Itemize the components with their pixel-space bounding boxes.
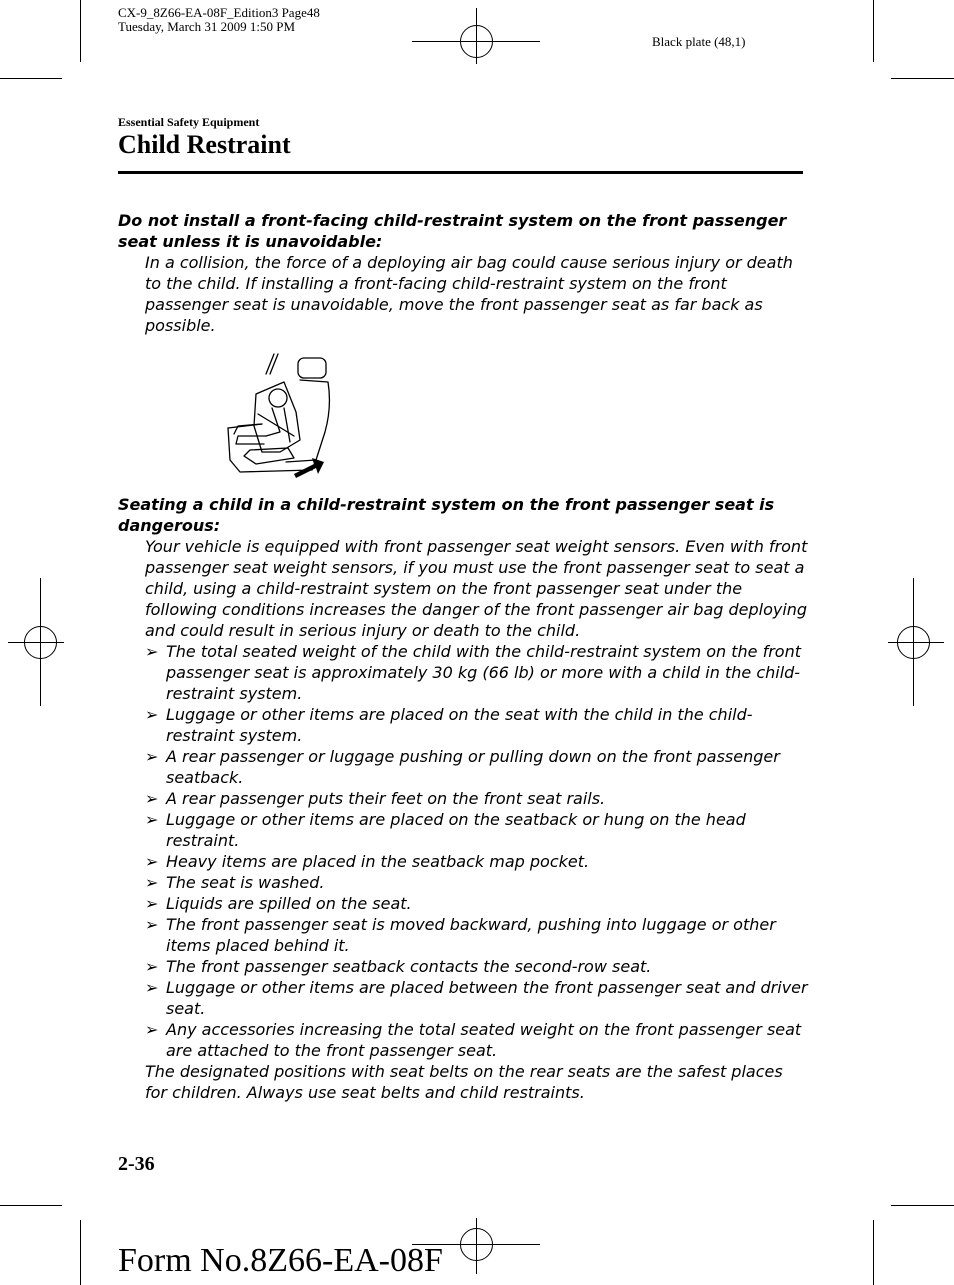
arrow-bullet-icon: ➢: [145, 810, 159, 829]
print-info: [118, 6, 320, 34]
section-label: Essential Safety Equipment: [118, 115, 260, 129]
arrow-bullet-icon: ➢: [145, 789, 159, 808]
page-content: [118, 210, 808, 1103]
list-item-text: The total seated weight of the child with the child-restraint system on the front passenger seat is approximately 30 kg (66 lb) or more with a child in the child-restraint system.: [166, 642, 802, 703]
page-number: 2-36: [118, 1153, 155, 1175]
print-info-file: CX-9_8Z66-EA-08F_Edition3 Page48: [118, 5, 320, 20]
closing-note: The designated positions with seat belts on the rear seats are the safest places for children. Always use seat belts and child restraints.: [145, 1062, 783, 1102]
arrow-bullet-icon: ➢: [145, 642, 159, 661]
list-item-text: Luggage or other items are placed between the front passenger seat and driver seat.: [166, 978, 808, 1018]
arrow-bullet-icon: ➢: [145, 915, 159, 934]
condition-list: [118, 641, 808, 1061]
warning-heading-front-facing: Do not install a front-facing child-restraint system on the front passenger seat unless it is unavoidable:: [118, 211, 787, 251]
list-item-text: Any accessories increasing the total seated weight on the front passenger seat are attached to the front passenger seat.: [166, 1020, 802, 1060]
list-item: [145, 641, 808, 704]
list-item-text: A rear passenger puts their feet on the front seat rails.: [166, 789, 606, 808]
list-item: [145, 851, 808, 872]
list-item-text: Liquids are spilled on the seat.: [166, 894, 412, 913]
list-item: [145, 914, 808, 956]
arrow-bullet-icon: ➢: [145, 957, 159, 976]
title-rule: [118, 171, 803, 174]
list-item-text: A rear passenger or luggage pushing or pulling down on the front passenger seatback.: [166, 747, 780, 787]
arrow-bullet-icon: ➢: [145, 894, 159, 913]
list-item: [145, 704, 808, 746]
list-item: [145, 872, 808, 893]
warning-heading-front-seat: Seating a child in a child-restraint system on the front passenger seat is dangerous:: [118, 495, 775, 535]
arrow-bullet-icon: ➢: [145, 1020, 159, 1039]
arrow-bullet-icon: ➢: [145, 705, 159, 724]
list-item-text: Luggage or other items are placed on the seatback or hung on the head restraint.: [166, 810, 746, 850]
list-item-text: The front passenger seatback contacts the second-row seat.: [166, 957, 652, 976]
arrow-bullet-icon: ➢: [145, 978, 159, 997]
list-item: [145, 977, 808, 1019]
list-item: [145, 893, 808, 914]
print-info-date: Tuesday, March 31 2009 1:50 PM: [118, 19, 296, 34]
child-seat-icon: [222, 352, 332, 482]
form-number: Form No.8Z66-EA-08F: [118, 1242, 443, 1279]
list-item: [145, 809, 808, 851]
list-item-text: The front passenger seat is moved backward, pushing into luggage or other items placed behind it.: [166, 915, 776, 955]
list-item-text: Luggage or other items are placed on the seat with the child in the child-restraint system.: [166, 705, 753, 745]
list-item: [145, 788, 808, 809]
warning-body-front-seat: Your vehicle is equipped with front passenger seat weight sensors. Even with front passenger seat weight sensors, if you must use the front passenger seat to seat a child, using a child-restraint system on the front passenger seat under the following conditions increases the danger of the front passenger air bag deploying and could result in serious injury or death to the child.: [145, 537, 808, 640]
arrow-bullet-icon: ➢: [145, 852, 159, 871]
child-seat-illustration: [222, 352, 332, 482]
page-title: Child Restraint: [118, 130, 291, 159]
list-item-text: The seat is washed.: [166, 873, 325, 892]
list-item: [145, 956, 808, 977]
warning-body-front-facing: In a collision, the force of a deploying air bag could cause serious injury or death to the child. If installing a front-facing child-restraint system on the front passenger seat is unavoidable, move the front passenger seat as far back as possible.: [145, 253, 793, 335]
list-item: [145, 1019, 808, 1061]
plate-label: Black plate (48,1): [652, 34, 746, 49]
arrow-bullet-icon: ➢: [145, 747, 159, 766]
arrow-bullet-icon: ➢: [145, 873, 159, 892]
list-item-text: Heavy items are placed in the seatback map pocket.: [166, 852, 590, 871]
list-item: [145, 746, 808, 788]
